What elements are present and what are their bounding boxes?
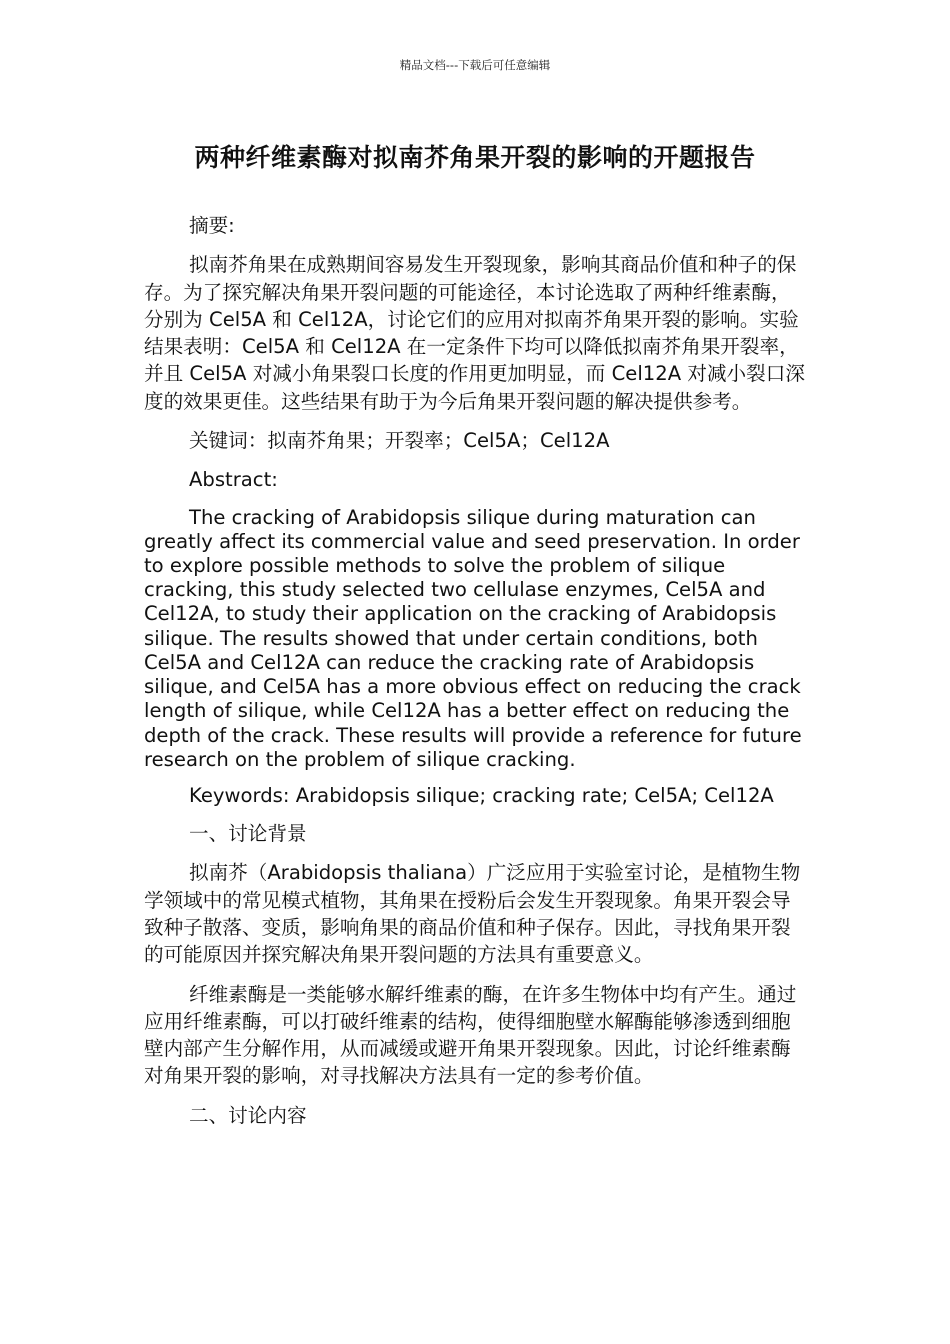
abstract-cn-text: 拟南芥角果在成熟期间容易发生开裂现象，影响其商品价值和种子的保存。为了探究解决角果开裂问题的可能途径，本讨论选取了两种纤维素酶，分别为 Cel5A 和 Cel12A，讨论它们的应用对拟南芥角果开裂的影响。实验结果表明：Cel5A 和 Cel12A 在一定条件下均可以降低拟南芥角果开裂率，并且 Cel5A 对减小角果裂口长度的作用更加明显，而 Cel12A 对减小裂口深度的效果更佳。这些结果有助于为今后角果开裂问题的解决提供参考。	[144, 253, 805, 413]
section-1-paragraph-1: 拟南芥（Arabidopsis thaliana）广泛应用于实验室讨论，是植物生物学领域中的常见模式植物，其角果在授粉后会发生开裂现象。角果开裂会导致种子散落、变质，影响角果的商品价值和种子保存。因此，寻找角果开裂的可能原因并探究解决角果开裂问题的方法具有重要意义。	[144, 861, 801, 967]
keywords-cn: 关键词：拟南芥角果；开裂率；Cel5A；Cel12A	[189, 429, 610, 453]
section-1-paragraph-2: 纤维素酶是一类能够水解纤维素的酶，在许多生物体中均有产生。通过应用纤维素酶，可以打破纤维素的结构，使得细胞壁水解酶能够渗透到细胞壁内部产生分解作用，从而减缓或避开角果开裂现象。因此，讨论纤维素酶对角果开裂的影响，对寻找解决方法具有一定的参考价值。	[144, 982, 797, 1088]
document-title: 两种纤维素酶对拟南芥角果开裂的影响的开题报告	[194, 143, 756, 172]
abstract-en-label: Abstract:	[189, 468, 278, 492]
section-2-heading: 二、讨论内容	[189, 1103, 307, 1127]
abstract-en-text: The cracking of Arabidopsis silique during maturation can greatly affect its commercial value and seed preservation. In order to explore possible methods to solve the problem of silique cracking, this study selected two cellulase enzymes, Cel5A and Cel12A, to study their application on the cracking of Arabidopsis silique. The results showed that under certain conditions, both Cel5A and Cel12A can reduce the cracking rate of Arabidopsis silique, and Cel5A has a more obvious effect on reducing the crack length of silique, while Cel12A has a better effect on reducing the depth of the crack. These results will provide a reference for future research on the problem of silique cracking.	[144, 505, 802, 771]
document-body	[144, 212, 806, 1141]
header-note: 精品文档---下载后可任意编辑	[399, 58, 551, 72]
section-1-heading: 一、讨论背景	[189, 822, 307, 846]
keywords-en: Keywords: Arabidopsis silique; cracking rate; Cel5A; Cel12A	[189, 783, 774, 807]
abstract-cn-label: 摘要:	[189, 214, 235, 237]
